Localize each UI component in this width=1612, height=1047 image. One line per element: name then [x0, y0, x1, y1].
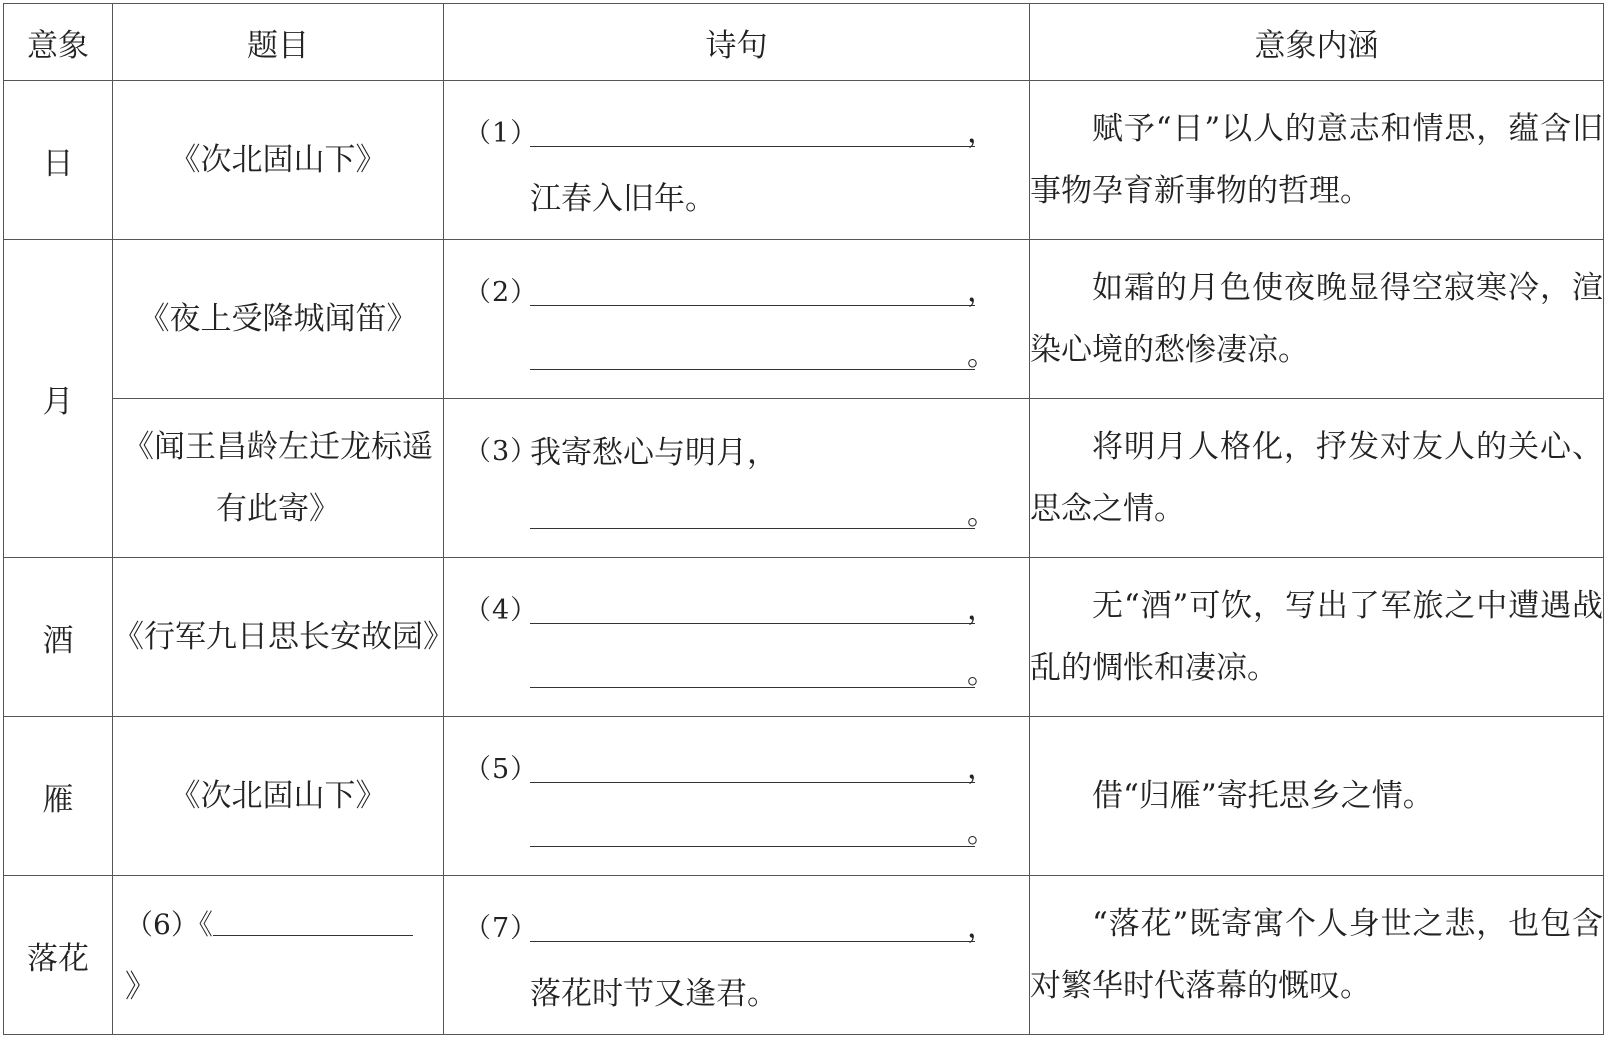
verse-text: 江春入旧年。	[530, 181, 716, 217]
header-verse: 诗句	[444, 4, 1030, 81]
question-number: （1）	[464, 118, 539, 149]
question-number: （2）	[464, 277, 539, 308]
title-cell: 《行军九日思长安故园》	[113, 558, 444, 717]
answer-blank[interactable]	[530, 687, 975, 688]
header-row	[4, 4, 1604, 81]
verse-cell	[444, 558, 1030, 717]
question-number: （6）《	[125, 907, 213, 941]
table-row	[4, 81, 1604, 240]
question-number: （5）	[464, 754, 539, 785]
question-number: （3）	[464, 436, 539, 467]
title-cell	[113, 876, 444, 1035]
answer-blank[interactable]	[530, 146, 975, 147]
image-cell: 月	[4, 240, 113, 558]
title-cell: 《次北固山下》	[113, 717, 444, 876]
meaning-cell: 将明月人格化，抒发对友人的关心、思念之情。	[1030, 399, 1604, 558]
meaning-cell: 无“酒”可饮，写出了军旅之中遭遇战乱的惆怅和凄凉。	[1030, 558, 1604, 717]
answer-blank[interactable]	[530, 623, 975, 624]
answer-blank[interactable]	[530, 846, 975, 847]
image-cell: 雁	[4, 717, 113, 876]
punctuation: ，	[967, 274, 997, 309]
title-cell: 《次北固山下》	[113, 81, 444, 240]
punctuation: ，	[967, 910, 997, 945]
answer-blank[interactable]	[530, 305, 975, 306]
header-image: 意象	[4, 4, 113, 81]
image-cell: 日	[4, 81, 113, 240]
table-row	[4, 876, 1604, 1035]
header-meaning: 意象内涵	[1030, 4, 1604, 81]
answer-blank[interactable]	[530, 528, 975, 529]
verse-text: 落花时节又逢君。	[530, 976, 778, 1012]
table-row	[4, 717, 1604, 876]
verse-cell	[444, 717, 1030, 876]
verse-cell	[444, 240, 1030, 399]
question-number: （7）	[464, 913, 539, 944]
answer-blank[interactable]	[530, 782, 975, 783]
verse-text: 我寄愁心与明月，	[530, 435, 778, 471]
punctuation: ，	[967, 751, 997, 786]
verse-cell	[444, 876, 1030, 1035]
answer-blank[interactable]	[530, 369, 975, 370]
question-number: （4）	[464, 595, 539, 626]
title-cell: 《夜上受降城闻笛》	[113, 240, 444, 399]
title-bracket: 》	[125, 968, 156, 1005]
verse-cell	[444, 399, 1030, 558]
header-title: 题目	[113, 4, 444, 81]
meaning-cell: 如霜的月色使夜晚显得空寂寒冷，渲染心境的愁惨凄凉。	[1030, 240, 1604, 399]
poetry-imagery-worksheet	[3, 3, 1603, 1039]
answer-blank[interactable]	[530, 941, 975, 942]
table-row	[4, 558, 1604, 717]
imagery-table	[3, 3, 1604, 1035]
punctuation: 。	[967, 338, 997, 373]
punctuation: 。	[967, 497, 997, 532]
image-cell: 酒	[4, 558, 113, 717]
meaning-cell: 借“归雁”寄托思乡之情。	[1030, 717, 1604, 876]
title-cell: 《闻王昌龄左迁龙标遥有此寄》	[113, 399, 444, 558]
answer-blank[interactable]	[213, 907, 413, 936]
punctuation: ，	[967, 592, 997, 627]
image-cell: 落花	[4, 876, 113, 1035]
punctuation: 。	[967, 815, 997, 850]
punctuation: 。	[967, 656, 997, 691]
meaning-cell: 赋予“日”以人的意志和情思，蕴含旧事物孕育新事物的哲理。	[1030, 81, 1604, 240]
verse-cell	[444, 81, 1030, 240]
table-row	[4, 399, 1604, 558]
punctuation: ，	[967, 115, 997, 150]
table-row	[4, 240, 1604, 399]
meaning-cell: “落花”既寄寓个人身世之悲，也包含对繁华时代落幕的慨叹。	[1030, 876, 1604, 1035]
